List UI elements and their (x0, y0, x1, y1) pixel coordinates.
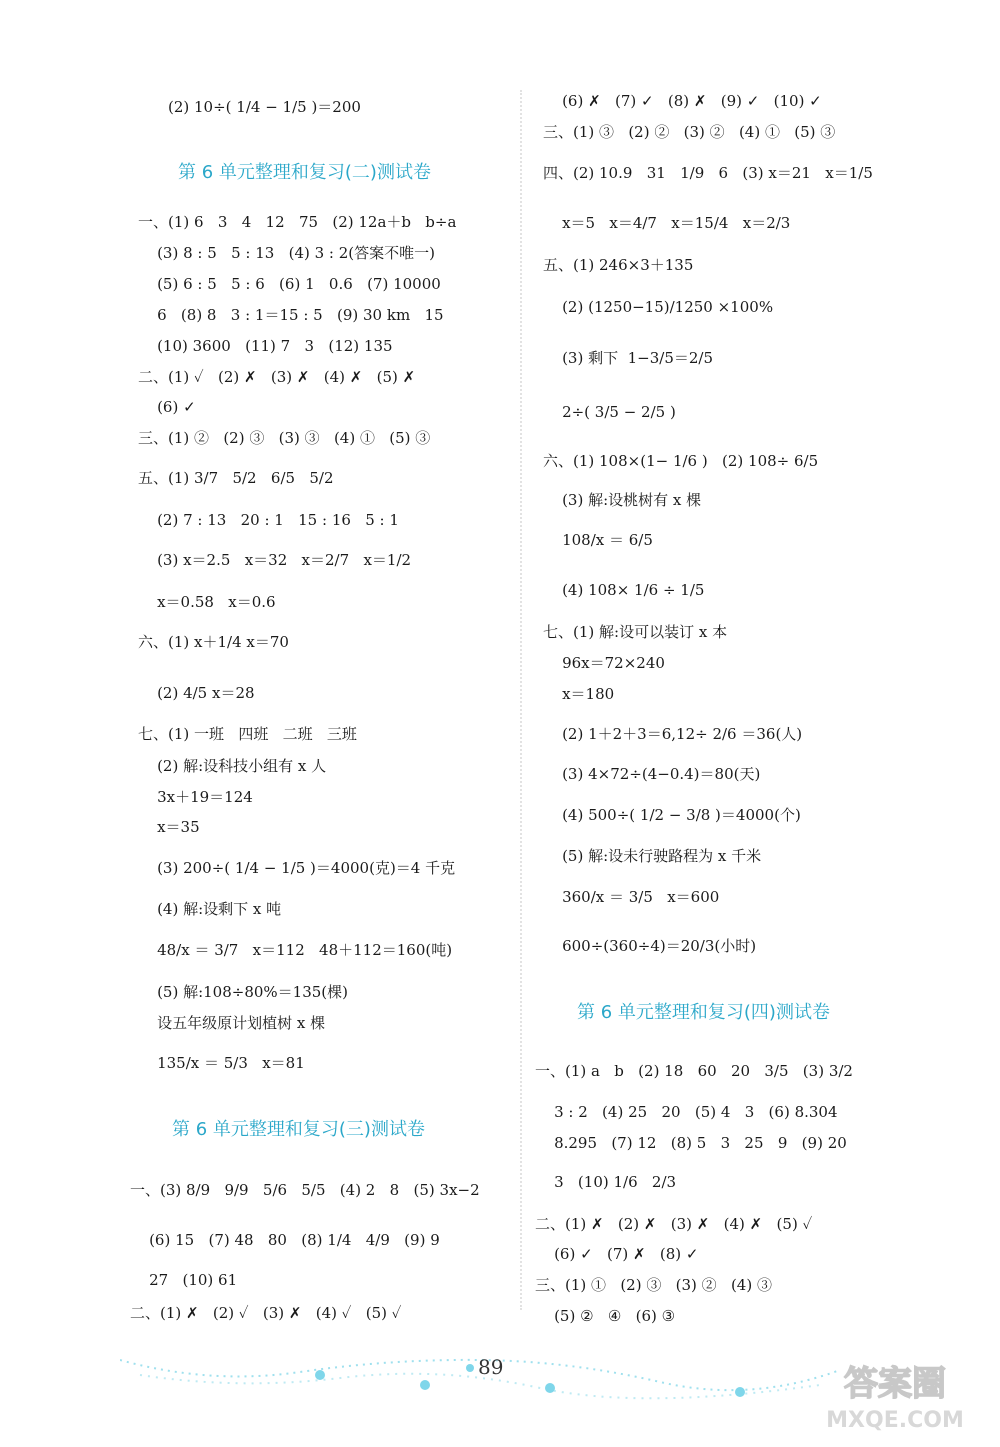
answer-line: (10) 3600 (11) 7 3 (12) 135 (138, 337, 393, 355)
answer-line: 108/x ＝ 6/5 (543, 531, 653, 549)
answer-line: x＝0.58 x＝0.6 (138, 593, 276, 611)
answer-line: (3) 剩下 1−3/5＝2/5 (543, 349, 714, 367)
answer-line: (6) 15 (7) 48 80 (8) 1/4 4/9 (9) 9 (130, 1231, 440, 1249)
answer-line: (5) ② ④ (6) ③ (535, 1307, 676, 1325)
answer-line: (5) 解:108÷80%＝135(棵) (138, 983, 349, 1001)
answer-line: (3) 解:设桃树有 x 棵 (543, 491, 702, 509)
answer-line: 七、(1) 一班 四班 二班 三班 (138, 725, 357, 743)
answer-line: (2) 4/5 x＝28 (138, 684, 255, 702)
answer-line: 四、(2) 10.9 31 1/9 6 (3) x＝21 x＝1/5 (543, 164, 873, 182)
answer-line: 一、(1) a b (2) 18 60 20 3/5 (3) 3/2 (535, 1062, 853, 1080)
answer-line: (6) ✓ (138, 398, 196, 416)
answer-line: 六、(1) x＋1/4 x＝70 (138, 633, 289, 651)
answer-line: (4) 解:设剩下 x 吨 (138, 900, 282, 918)
answer-line: 二、(1) ✗ (2) ✗ (3) ✗ (4) ✗ (5) ✓ (535, 1215, 813, 1233)
answer-line: 600÷(360÷4)＝20/3(小时) (543, 937, 757, 955)
answer-line: 二、(1) ✗ (2) ✓ (3) ✗ (4) ✓ (5) ✓ (130, 1304, 402, 1322)
answer-line: 360/x ＝ 3/5 x＝600 (543, 888, 720, 906)
svg-text:答案圈: 答案圈 (844, 1364, 946, 1404)
answer-line: (6) ✗ (7) ✓ (8) ✗ (9) ✓ (10) ✓ (543, 92, 822, 110)
answer-line: x＝5 x＝4/7 x＝15/4 x＝2/3 (543, 214, 791, 232)
answer-line: 48/x ＝ 3/7 x＝112 48＋112＝160(吨) (138, 941, 453, 959)
answer-line: 三、(1) ③ (2) ② (3) ② (4) ① (5) ③ (543, 123, 836, 141)
answer-line: (3) 4×72÷(4−0.4)＝80(天) (543, 765, 761, 783)
answer-line: 六、(1) 108×(1− 1/6 ) (2) 108÷ 6/5 (543, 452, 819, 470)
answer-line: (2) 解:设科技小组有 x 人 (138, 757, 327, 775)
answer-line: (2) (1250−15)/1250 ×100% (543, 298, 774, 316)
answer-line: (5) 解:设未行驶路程为 x 千米 (543, 847, 762, 865)
answer-line: (3) 8 : 5 5 : 13 (4) 3 : 2(答案不唯一) (138, 244, 435, 262)
answer-line: 五、(1) 246×3＋135 (543, 256, 694, 274)
answer-line: 三、(1) ② (2) ③ (3) ③ (4) ① (5) ③ (138, 429, 431, 447)
answer-line: 8.295 (7) 12 (8) 5 3 25 9 (9) 20 (535, 1134, 847, 1152)
answer-line: (3) x＝2.5 x＝32 x＝2/7 x＝1/2 (138, 551, 412, 569)
answer-line: 二、(1) ✓ (2) ✗ (3) ✗ (4) ✗ (5) ✗ (138, 368, 416, 386)
answer-line: 七、(1) 解:设可以装订 x 本 (543, 623, 728, 641)
answer-line: (2) 1＋2＋3＝6,12÷ 2/6 ＝36(人) (543, 725, 803, 743)
watermark-logo (810, 1355, 980, 1435)
answer-line: 五、(1) 3/7 5/2 6/5 5/2 (138, 469, 334, 487)
answer-line: 2÷( 3/5 − 2/5 ) (543, 403, 676, 421)
answer-line: 135/x ＝ 5/3 x＝81 (138, 1054, 305, 1072)
answer-line: (2) 10÷( 1/4 − 1/5 )＝200 (168, 98, 361, 116)
answer-line: 设五年级原计划植树 x 棵 (138, 1014, 326, 1032)
answer-line: 3 (10) 1/6 2/3 (535, 1173, 677, 1191)
answer-line: 96x＝72×240 (543, 654, 665, 672)
answer-line: (2) 7 : 13 20 : 1 15 : 16 5 : 1 (138, 511, 399, 529)
answer-line: 3x＋19＝124 (138, 788, 253, 806)
answer-line: 一、(3) 8/9 9/9 5/6 5/5 (4) 2 8 (5) 3x−2 (130, 1181, 480, 1199)
answer-line: x＝35 (138, 818, 200, 836)
answer-line: 一、(1) 6 3 4 12 75 (2) 12a＋b b÷a (138, 213, 457, 231)
answer-line: 三、(1) ① (2) ③ (3) ② (4) ③ (535, 1276, 772, 1294)
answer-line: (4) 108× 1/6 ÷ 1/5 (543, 581, 705, 599)
answer-line: 3 : 2 (4) 25 20 (5) 4 3 (6) 8.304 (535, 1103, 838, 1121)
answer-line: (5) 6 : 5 5 : 6 (6) 1 0.6 (7) 10000 (138, 275, 441, 293)
section-heading-unit4: 第 6 单元整理和复习(四)测试卷 (577, 1002, 830, 1023)
answer-line: (4) 500÷( 1/2 − 3/8 )＝4000(个) (543, 806, 801, 824)
section-heading-unit3: 第 6 单元整理和复习(三)测试卷 (172, 1119, 425, 1140)
answer-line: x＝180 (543, 685, 615, 703)
page-number: 89 (478, 1355, 504, 1379)
svg-text:MXQE.COM: MXQE.COM (826, 1408, 964, 1433)
answer-line: (3) 200÷( 1/4 − 1/5 )＝4000(克)＝4 千克 (138, 859, 456, 877)
column-divider (520, 90, 522, 1310)
answer-line: (6) ✓ (7) ✗ (8) ✓ (535, 1245, 699, 1263)
answer-line: 27 (10) 61 (130, 1271, 238, 1289)
section-heading-unit2: 第 6 单元整理和复习(二)测试卷 (178, 162, 431, 183)
answer-line: 6 (8) 8 3 : 1＝15 : 5 (9) 30 km 15 (138, 306, 444, 324)
